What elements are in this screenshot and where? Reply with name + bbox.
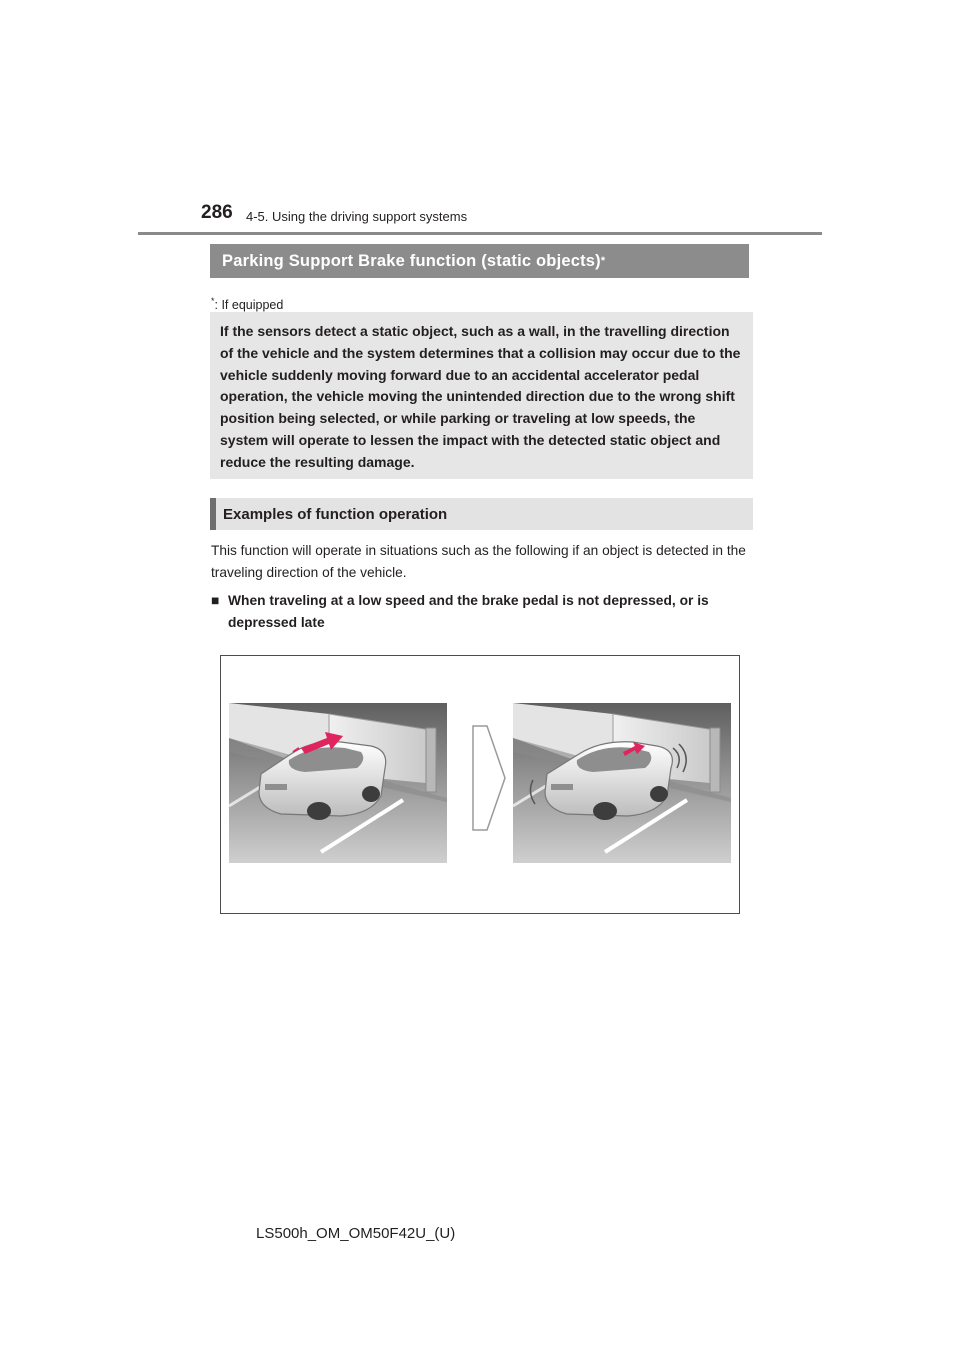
footnote-marker: * [211,296,215,306]
document-code: LS500h_OM_OM50F42U_(U) [256,1225,456,1242]
title-footnote-marker: * [600,255,606,267]
car-tail-before [265,784,287,790]
car-wheel-before-2 [362,786,380,802]
body-intro: This function will operate in situations such as the following if an object is detected in the traveling direction of the vehicle. [211,543,746,580]
info-box-text: If the sensors detect a static object, such as a wall, in the travelling direction of the vehicle and the system determines that a collision may occur due to the vehicle suddenly moving forward due to an accidental accelerator pedal operation, the vehicle moving the unintended direction due to the wrong shift position being selected, or while parking or traveling at low speeds, the system will operate to lessen the impact with the detected static object and reduce the resulting damage. [220,323,741,470]
header-rule [138,232,822,235]
car-wheel-before-1 [307,802,331,820]
bullet-text: When traveling at a low speed and the brake pedal is not depressed, or is depressed late [228,593,709,630]
illustration-svg [221,656,739,913]
bullet-item [211,590,756,633]
transition-arrow-icon [473,726,505,830]
page-number: 286 [201,202,233,223]
subheading: Examples of function operation [223,505,448,523]
section-title-bar [210,244,749,278]
scene-before [229,703,447,863]
footnote-text: : If equipped [214,298,284,313]
info-box [210,312,753,479]
scene-after [513,703,731,863]
bullet-square-icon: ■ [211,593,220,608]
function-illustration [220,655,740,914]
subheading-bar [210,498,753,530]
wall-post-after [710,728,720,792]
car-wheel-after-2 [650,786,668,802]
footnote [211,296,283,312]
wall-post-before [426,728,436,792]
section-label: 4-5. Using the driving support systems [246,209,468,224]
section-title: Parking Support Brake function (static objects) [222,251,601,270]
car-tail-after [551,784,573,790]
car-wheel-after-1 [593,802,617,820]
